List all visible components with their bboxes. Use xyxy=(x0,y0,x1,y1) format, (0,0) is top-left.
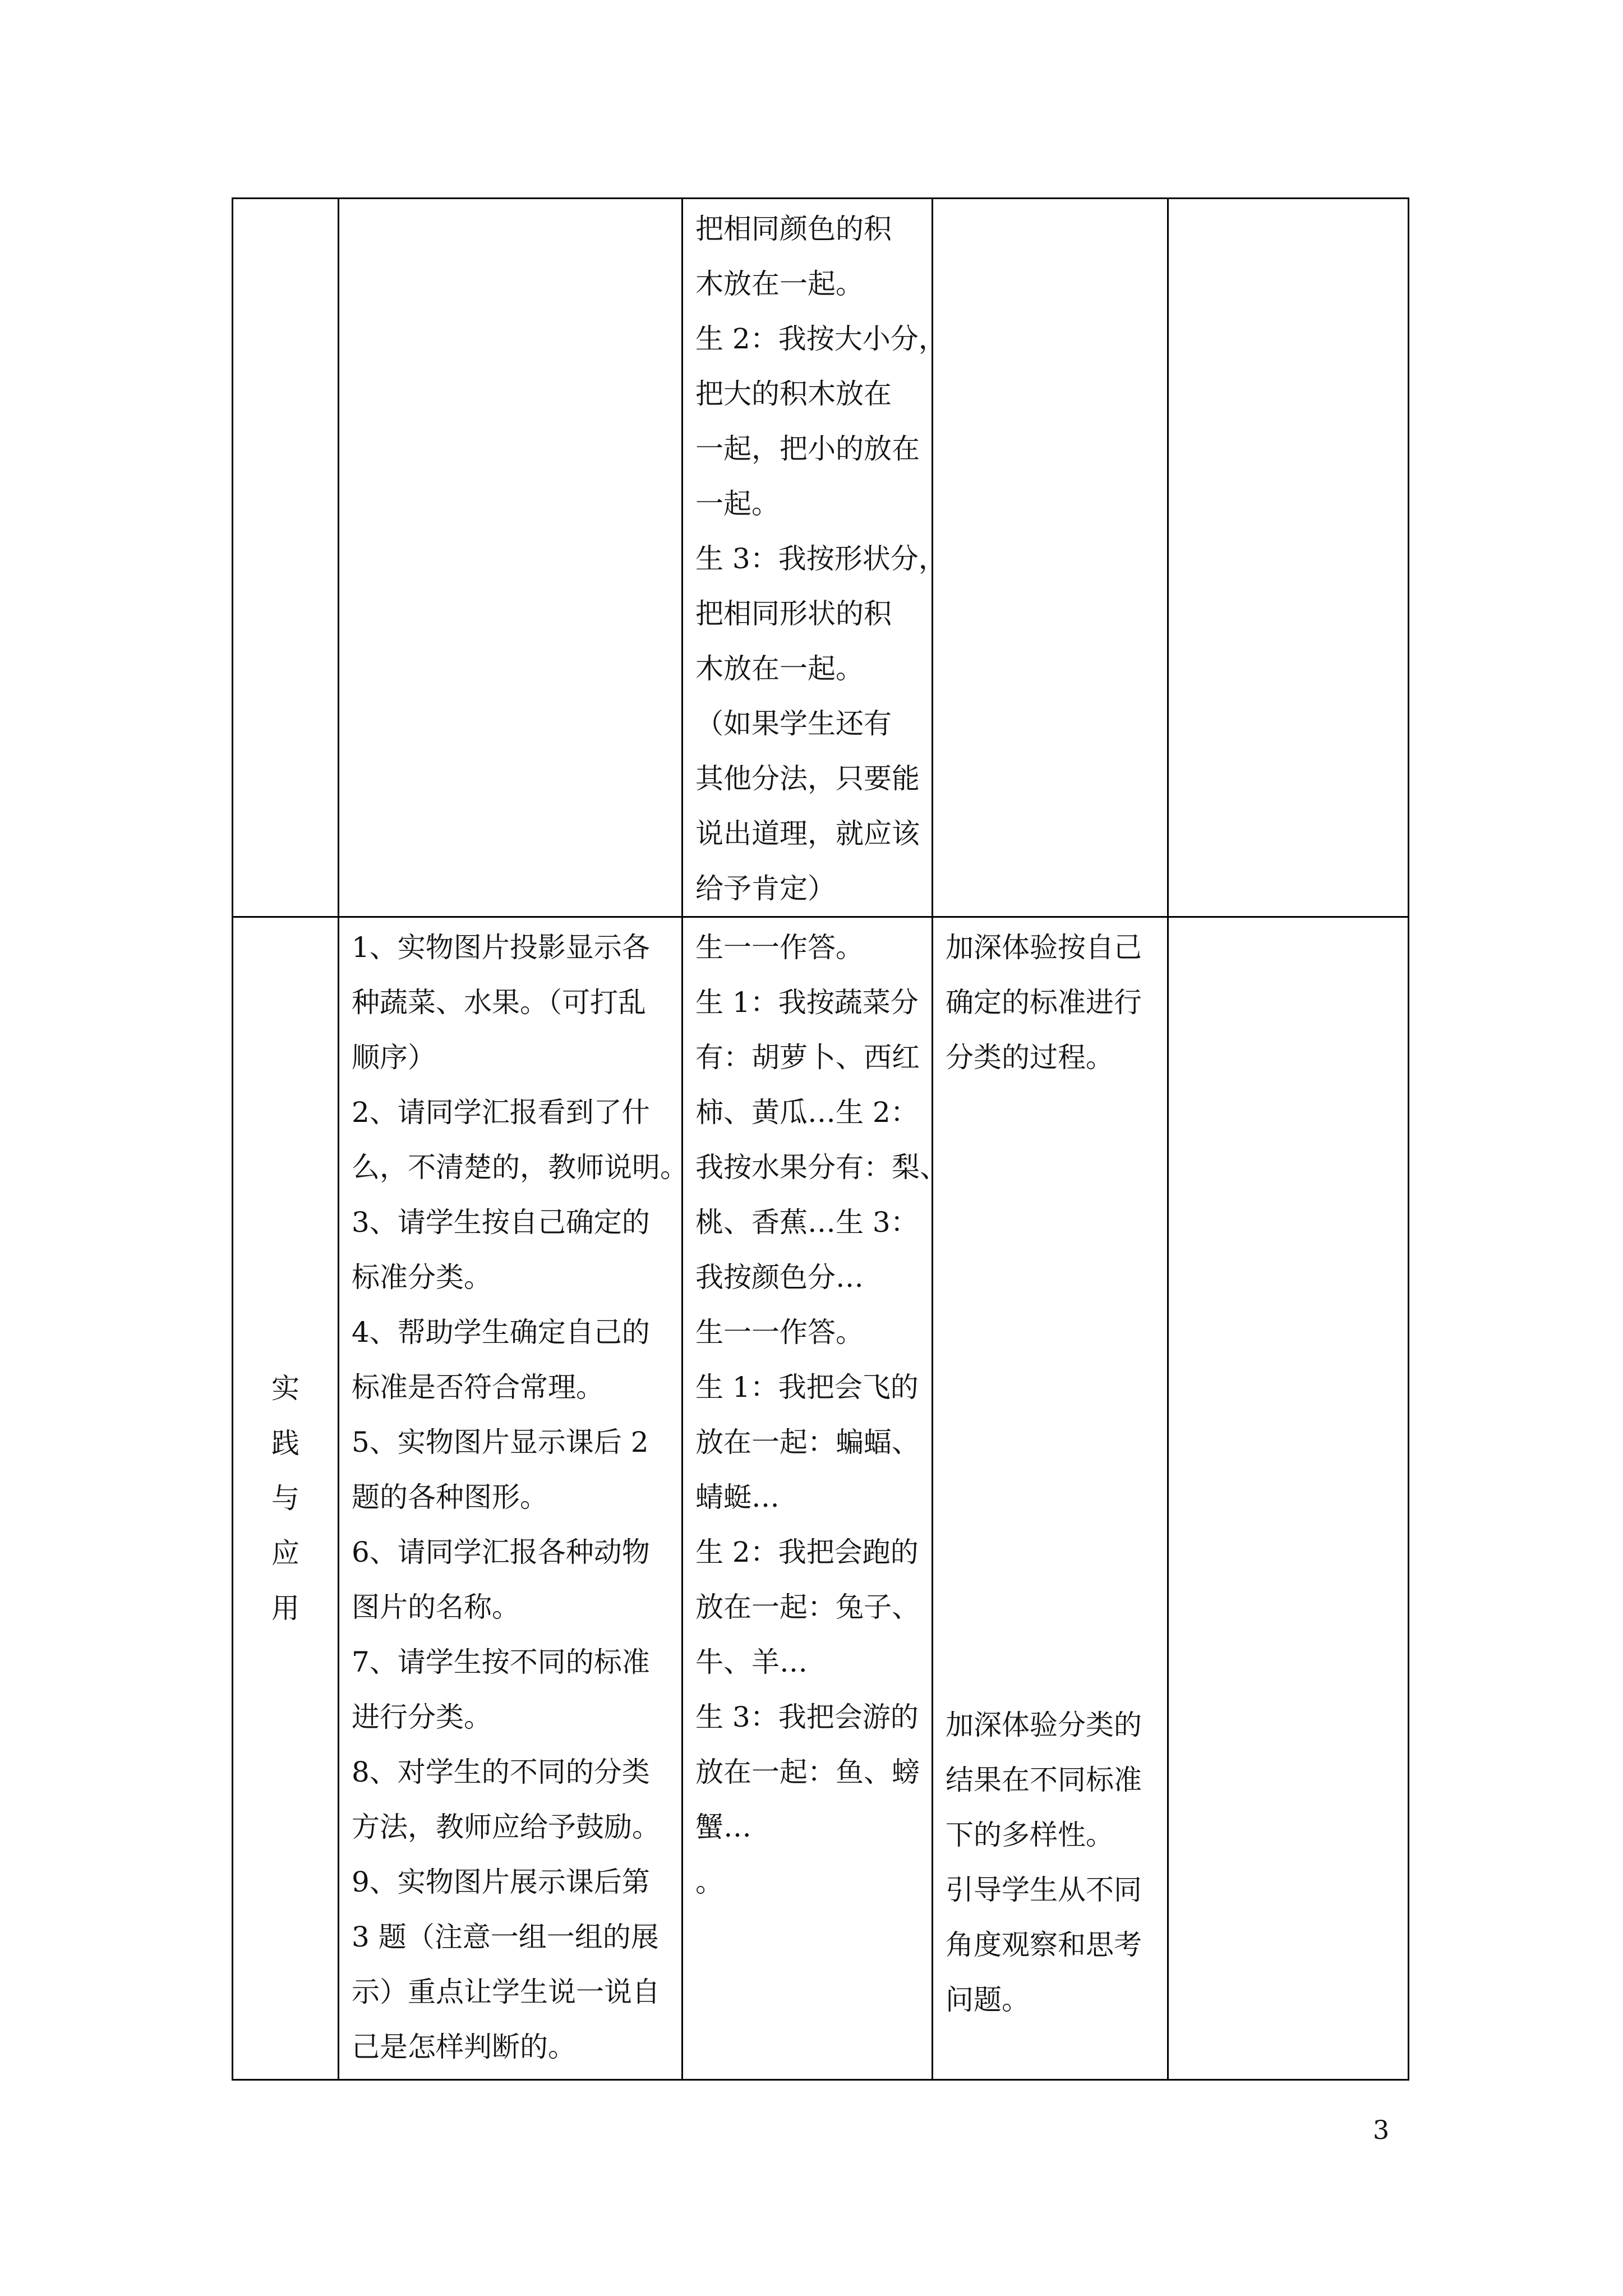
text-line: 标准是否符合常理。 xyxy=(352,1371,604,1404)
text-line: 引导学生从不同 xyxy=(946,1874,1142,1906)
text-line: 生 1：我按蔬菜分 xyxy=(695,986,919,1019)
text-line: 我按颜色分… xyxy=(695,1261,864,1294)
text-line: 3、请学生按自己确定的 xyxy=(352,1206,650,1239)
text-line: 图片的名称。 xyxy=(352,1591,520,1623)
text-line: 生 3：我按形状分， xyxy=(695,542,947,575)
text-line: 7、请学生按不同的标准 xyxy=(352,1646,650,1678)
text-line: 进行分类。 xyxy=(352,1701,492,1733)
notes-cell xyxy=(1168,199,1409,917)
table-row xyxy=(233,917,1409,2080)
text-line: 其他分法，只要能 xyxy=(695,762,920,795)
text-line: 加深体验按自己 xyxy=(946,931,1142,964)
text-line: 生 3：我把会游的 xyxy=(695,1701,919,1733)
student-activity-cell xyxy=(683,917,948,2080)
text-line: 问题。 xyxy=(946,1984,1030,2016)
text-line: 放在一起：兔子、 xyxy=(695,1591,920,1623)
teacher-activity-cell xyxy=(339,917,688,2080)
text-line: 生 1：我把会飞的 xyxy=(695,1371,919,1404)
text-line: 一起。 xyxy=(695,487,780,520)
text-line: 4、帮助学生确定自己的 xyxy=(352,1316,650,1349)
text-line: 种蔬菜、水果。（可打乱 xyxy=(352,986,646,1019)
text-line: 结果在不同标准 xyxy=(946,1764,1142,1796)
text-line: 示）重点让学生说一说自 xyxy=(352,1976,660,2008)
text-line: 蟹… xyxy=(695,1811,751,1843)
page-number: 3 xyxy=(1373,2115,1390,2145)
text-line: 柿、黄瓜…生 2： xyxy=(695,1096,919,1129)
text-line: 给予肯定） xyxy=(695,872,836,905)
text-line: 6、请同学汇报各种动物 xyxy=(352,1536,650,1568)
text-line: 有：胡萝卜、西红 xyxy=(695,1041,920,1074)
text-line: 5、实物图片显示课后 2 xyxy=(352,1426,649,1458)
text-line: 蜻蜓… xyxy=(695,1481,780,1513)
text-line: 1、实物图片投影显示各 xyxy=(352,931,650,964)
text-line: 木放在一起。 xyxy=(695,652,864,685)
text-line: 生 2：我把会跑的 xyxy=(695,1536,919,1568)
text-line: 牛、羊… xyxy=(695,1646,808,1678)
student-activity-cell xyxy=(683,199,947,917)
text-line: 生一一作答。 xyxy=(695,1316,864,1349)
table-row xyxy=(233,199,1409,917)
text-line: 我按水果分有：梨、 xyxy=(695,1151,948,1184)
design-intent-cell xyxy=(933,199,1168,917)
text-line: 下的多样性。 xyxy=(946,1819,1114,1851)
stage-cell xyxy=(233,199,339,917)
text-line: 么，不清楚的，教师说明。 xyxy=(352,1151,688,1184)
text-line: 加深体验分类的 xyxy=(946,1709,1142,1741)
text-line: 生 2：我按大小分， xyxy=(695,323,947,355)
text-line: 方法，教师应给予鼓励。 xyxy=(352,1811,660,1843)
text-line: 标准分类。 xyxy=(352,1261,492,1294)
text-line: 木放在一起。 xyxy=(695,268,864,300)
lesson-plan-table xyxy=(232,197,1409,2081)
notes-cell xyxy=(1168,917,1409,2080)
text-line: 己是怎样判断的。 xyxy=(352,2031,576,2063)
text-line: （如果学生还有 xyxy=(695,707,892,740)
text-line: 确定的标准进行 xyxy=(946,986,1142,1019)
text-line: 一起，把小的放在 xyxy=(695,432,920,465)
text-line: 把相同形状的积 xyxy=(695,597,892,630)
design-intent-cell xyxy=(933,917,1168,2080)
stage-title: 实践与应用 xyxy=(271,1372,299,1625)
text-line: 8、对学生的不同的分类 xyxy=(352,1756,650,1788)
text-line: 角度观察和思考 xyxy=(946,1929,1142,1961)
text-line: 放在一起：蝙蝠、 xyxy=(695,1426,920,1458)
text-line: 。 xyxy=(695,1866,723,1898)
text-line: 放在一起：鱼、螃 xyxy=(695,1756,920,1788)
teacher-activity-cell xyxy=(339,199,683,917)
text-line: 9、实物图片展示课后第 xyxy=(352,1866,650,1898)
text-line: 生一一作答。 xyxy=(695,931,864,964)
stage-cell xyxy=(233,917,339,2080)
text-line: 分类的过程。 xyxy=(946,1041,1114,1074)
text-line: 题的各种图形。 xyxy=(352,1481,548,1513)
text-line: 顺序） xyxy=(352,1041,436,1074)
text-line: 2、请同学汇报看到了什 xyxy=(352,1096,650,1129)
text-line: 把相同颜色的积 xyxy=(695,213,892,245)
text-line: 3 题（注意一组一组的展 xyxy=(352,1921,659,1953)
text-line: 把大的积木放在 xyxy=(695,378,892,410)
text-line: 说出道理，就应该 xyxy=(695,817,920,850)
text-line: 桃、香蕉…生 3： xyxy=(695,1206,919,1239)
